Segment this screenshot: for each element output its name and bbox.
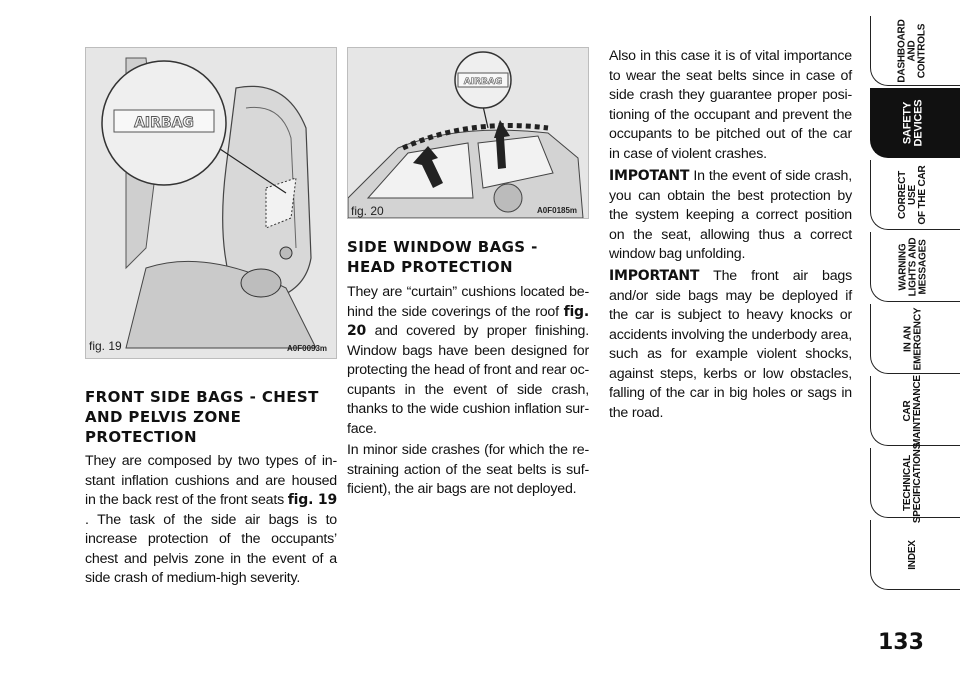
figure-20-code: A0F0185m [537,206,578,215]
front-side-bags-heading [85,387,345,447]
tab-safety-devices[interactable] [870,88,960,158]
window-airbag-illustration [348,48,588,218]
airbag-badge-fig20: AIRBAG [463,77,503,87]
figure-20-caption: fig. 20 [351,204,384,218]
side-window-bags-body [347,283,589,439]
tab-in-an-emergency[interactable] [870,304,960,374]
seat-airbag-illustration [86,48,336,358]
tab-label: WARNING LIGHTS AND MESSAGES [897,237,928,297]
impotant-label: IMPOTANT [609,168,690,184]
tab-label: INDEX [907,540,918,570]
important-label: IMPORTANT [609,268,700,284]
tab-label: CORRECT USE OF THE CAR [897,165,928,225]
seat-belt-importance: Also in this case it is of vital importance to wear the seat belts since in case of side crash they guarantee proper posi-tioning of the occupant and prevent the occupants to be pitched out of the car in case of violent crashes. [609,48,852,162]
front-side-bags-body [85,452,337,589]
body-text: and covered by proper finishing. Window bags have been designed for protecting the head of front and rear oc-cupants in the event of side crash, thanks to the wide cushion inflation sur-face. [347,323,589,437]
heading-line: PROTECTION [85,428,197,446]
body-text: They are composed by two types of in-stant inflation cushions and are housed in the back rest of the front seats [85,453,337,508]
important-note [609,267,852,423]
tab-warning-lights-and-messages[interactable] [870,232,960,302]
side-window-bags-minor-crash: In minor side crashes (for which the re-straining action of the seat belts is suf-ficient), the air bags are not deployed. [347,442,589,497]
figure-19-code: A0F0093m [287,344,328,353]
tab-index[interactable] [870,520,960,590]
tab-label: SAFETY DEVICES [901,99,924,147]
figure-ref-20: fig. 20 [347,303,589,339]
tab-dashboard-and-controls[interactable] [870,16,960,86]
figure-19-seat-airbag [85,47,337,359]
tab-label: IN AN EMERGENCY [902,307,923,371]
body-text: The front air bags and/or side bags may be deployed if the car is subject to heavy knocks or accidents involving the underbody area, such as for example violent shocks, against steps, kerbs or low obstacles, falling of the car in big holes or sags in the road. [609,268,852,421]
tab-car-maintenance[interactable] [870,376,960,446]
tab-correct-use-of-the-car[interactable] [870,160,960,230]
heading-line: FRONT SIDE BAGS - CHEST [85,388,319,406]
side-window-bags-heading [347,237,597,277]
tab-label: DASHBOARD AND CONTROLS [896,19,928,83]
figure-20-window-airbag [347,47,589,219]
chapter-tabs [870,16,960,692]
page-number: 133 [878,630,924,655]
tab-label: CAR MAINTENANCE [902,375,923,447]
airbag-badge-fig19: AIRBAG [134,115,194,131]
figure-ref-19: fig. 19 [287,492,337,508]
heading-line: AND PELVIS ZONE [85,408,242,426]
body-text: . The task of the side air bags is to increase protection of the occupants’ chest and pelvis zone in the event of a side crash of medium-high severity. [85,511,337,586]
tab-technical-specifications[interactable] [870,442,960,524]
heading-line: SIDE WINDOW BAGS - [347,238,538,256]
tab-label: TECHNICAL SPECIFICATIONS [902,442,924,524]
heading-line: HEAD PROTECTION [347,258,513,276]
body-text: In the event of side crash, you can obtain the best protection by the system keeping a correct position on the seat, allowing thus a correct window bag unfolding. [609,168,852,262]
body-text: They are “curtain” cushions located be-hind the side coverings of the roof [347,284,589,320]
impotant-note [609,167,852,265]
figure-19-caption: fig. 19 [89,339,122,353]
